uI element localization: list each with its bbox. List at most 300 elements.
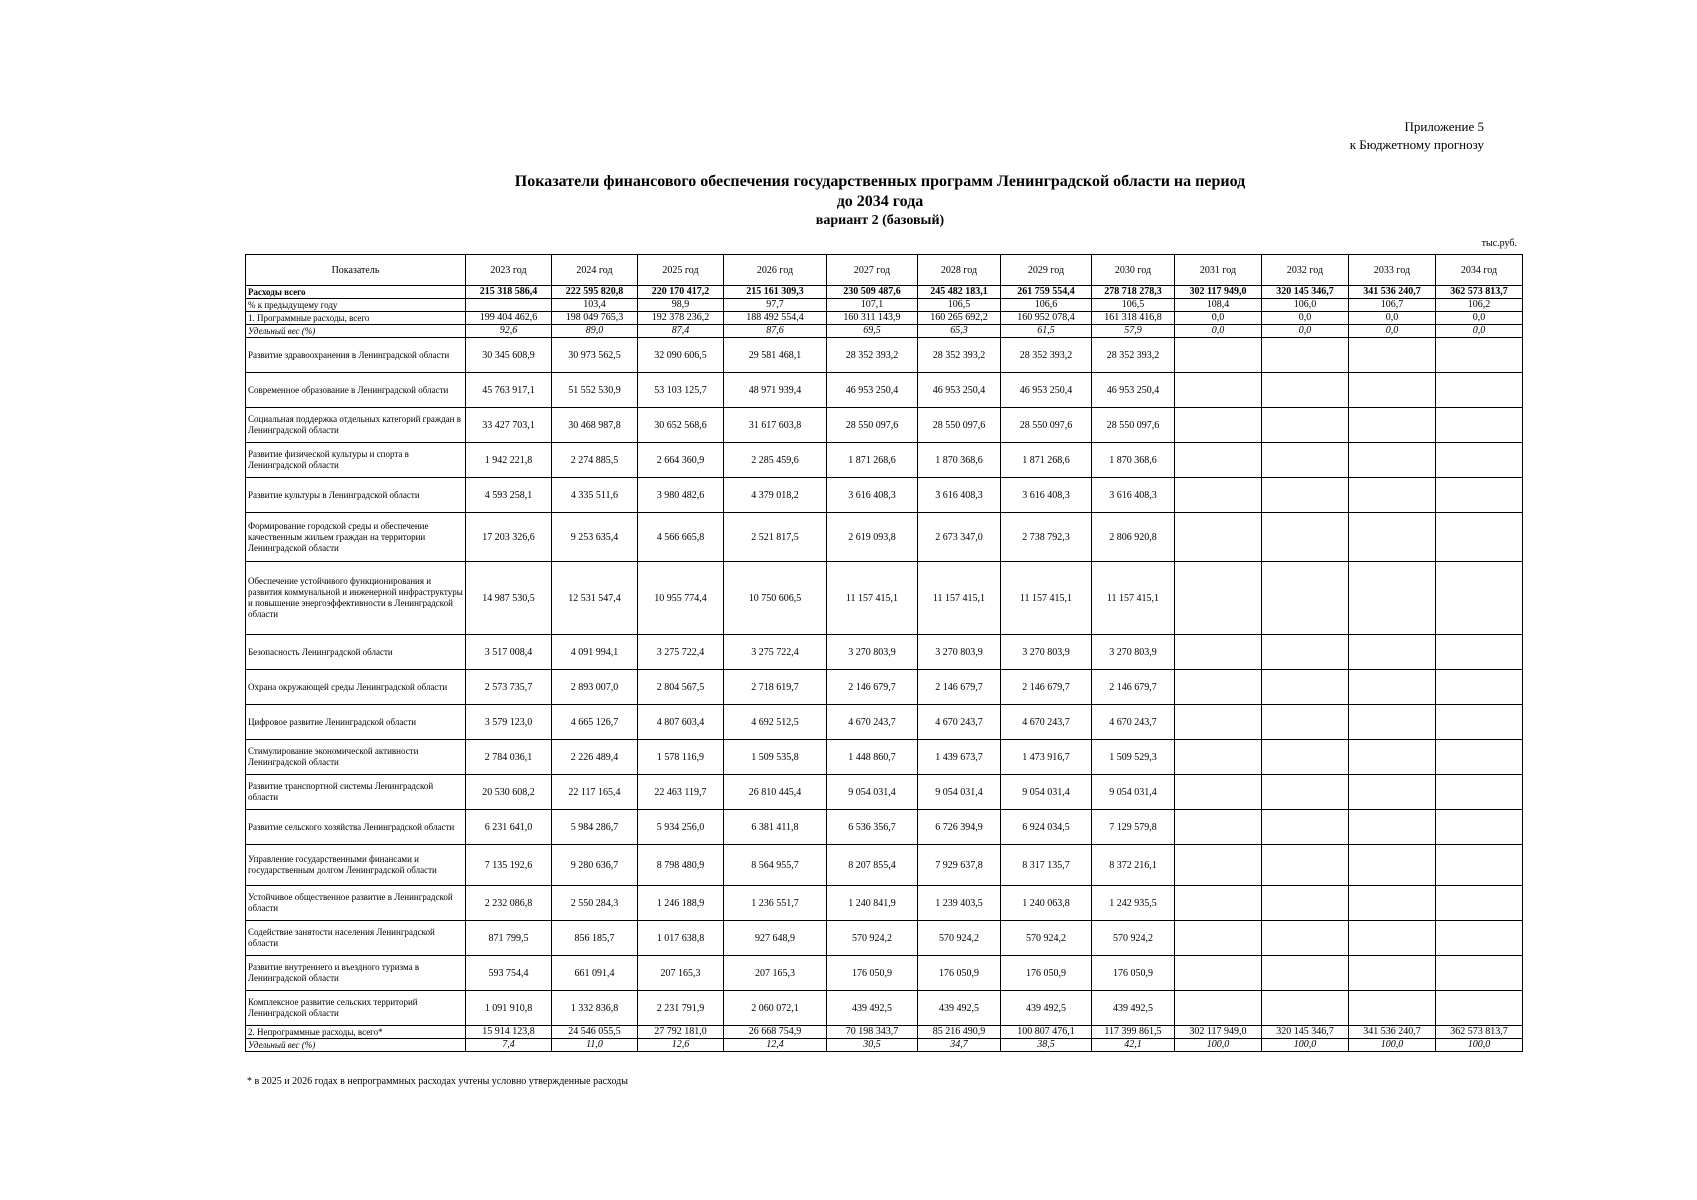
value-cell: 32 090 606,5 bbox=[638, 338, 724, 373]
value-cell: 4 670 243,7 bbox=[918, 705, 1001, 740]
value-cell: 0,0 bbox=[1436, 325, 1523, 338]
value-cell: 15 914 123,8 bbox=[466, 1026, 552, 1039]
value-cell: 9 054 031,4 bbox=[827, 775, 918, 810]
value-cell bbox=[1262, 373, 1349, 408]
column-header-year: 2029 год bbox=[1001, 255, 1092, 286]
table-row bbox=[246, 670, 1523, 705]
value-cell: 46 953 250,4 bbox=[827, 373, 918, 408]
row-label: Управление государственными финансами и государственным долгом Ленинградской области bbox=[246, 845, 466, 886]
value-cell: 3 616 408,3 bbox=[918, 478, 1001, 513]
value-cell: 1 091 910,8 bbox=[466, 991, 552, 1026]
value-cell: 176 050,9 bbox=[1001, 956, 1092, 991]
value-cell: 4 566 665,8 bbox=[638, 513, 724, 562]
table-row bbox=[246, 775, 1523, 810]
table-row bbox=[246, 325, 1523, 338]
value-cell: 2 231 791,9 bbox=[638, 991, 724, 1026]
value-cell: 0,0 bbox=[1262, 325, 1349, 338]
value-cell: 57,9 bbox=[1092, 325, 1175, 338]
row-label: Устойчивое общественное развитие в Ленинградской области bbox=[246, 886, 466, 921]
value-cell: 2 146 679,7 bbox=[1092, 670, 1175, 705]
value-cell: 176 050,9 bbox=[918, 956, 1001, 991]
value-cell: 31 617 603,8 bbox=[724, 408, 827, 443]
value-cell: 220 170 417,2 bbox=[638, 286, 724, 299]
table-row bbox=[246, 338, 1523, 373]
value-cell bbox=[1349, 921, 1436, 956]
value-cell: 302 117 949,0 bbox=[1175, 286, 1262, 299]
value-cell: 65,3 bbox=[918, 325, 1001, 338]
appendix-line-2: к Бюджетному прогнозу bbox=[1349, 137, 1484, 152]
value-cell: 4 692 512,5 bbox=[724, 705, 827, 740]
value-cell: 341 536 240,7 bbox=[1349, 1026, 1436, 1039]
table-row bbox=[246, 312, 1523, 325]
value-cell: 28 550 097,6 bbox=[1001, 408, 1092, 443]
value-cell bbox=[1436, 991, 1523, 1026]
value-cell: 3 275 722,4 bbox=[724, 635, 827, 670]
value-cell bbox=[1349, 956, 1436, 991]
value-cell bbox=[1436, 338, 1523, 373]
value-cell: 28 550 097,6 bbox=[1092, 408, 1175, 443]
value-cell bbox=[1175, 373, 1262, 408]
value-cell: 5 934 256,0 bbox=[638, 810, 724, 845]
value-cell: 570 924,2 bbox=[1001, 921, 1092, 956]
value-cell: 12,4 bbox=[724, 1039, 827, 1052]
row-label: Безопасность Ленинградской области bbox=[246, 635, 466, 670]
table-row bbox=[246, 956, 1523, 991]
value-cell: 362 573 813,7 bbox=[1436, 1026, 1523, 1039]
value-cell: 856 185,7 bbox=[552, 921, 638, 956]
value-cell: 1 239 403,5 bbox=[918, 886, 1001, 921]
value-cell: 2 285 459,6 bbox=[724, 443, 827, 478]
value-cell: 11 157 415,1 bbox=[918, 562, 1001, 635]
value-cell: 439 492,5 bbox=[1092, 991, 1175, 1026]
value-cell: 3 517 008,4 bbox=[466, 635, 552, 670]
value-cell: 92,6 bbox=[466, 325, 552, 338]
row-label: Развитие физической культуры и спорта в Ленинградской области bbox=[246, 443, 466, 478]
row-label: Стимулирование экономической активности Ленинградской области bbox=[246, 740, 466, 775]
row-label: Развитие сельского хозяйства Ленинградской области bbox=[246, 810, 466, 845]
value-cell bbox=[1175, 478, 1262, 513]
value-cell: 1 473 916,7 bbox=[1001, 740, 1092, 775]
title-line-1: Показатели финансового обеспечения государственных программ Ленинградской области на период bbox=[514, 173, 1246, 190]
value-cell bbox=[1436, 740, 1523, 775]
value-cell: 160 952 078,4 bbox=[1001, 312, 1092, 325]
row-label: % к предыдущему году bbox=[246, 299, 466, 312]
value-cell bbox=[1175, 635, 1262, 670]
value-cell: 222 595 820,8 bbox=[552, 286, 638, 299]
value-cell: 160 311 143,9 bbox=[827, 312, 918, 325]
table-row bbox=[246, 991, 1523, 1026]
value-cell bbox=[1175, 956, 1262, 991]
table-row bbox=[246, 1039, 1523, 1052]
value-cell: 30 468 987,8 bbox=[552, 408, 638, 443]
value-cell: 100,0 bbox=[1349, 1039, 1436, 1052]
value-cell: 439 492,5 bbox=[918, 991, 1001, 1026]
value-cell bbox=[1349, 478, 1436, 513]
value-cell bbox=[1262, 991, 1349, 1026]
value-cell: 2 521 817,5 bbox=[724, 513, 827, 562]
value-cell: 30 973 562,5 bbox=[552, 338, 638, 373]
value-cell: 28 550 097,6 bbox=[827, 408, 918, 443]
value-cell: 278 718 278,3 bbox=[1092, 286, 1175, 299]
value-cell: 10 750 606,5 bbox=[724, 562, 827, 635]
value-cell: 4 335 511,6 bbox=[552, 478, 638, 513]
value-cell bbox=[1175, 775, 1262, 810]
row-label: Обеспечение устойчивого функционирования и развития коммунальной и инженерной инфраструктуры и повышение энергоэффективности в Ленинградской области bbox=[246, 562, 466, 635]
value-cell bbox=[1175, 338, 1262, 373]
row-label: Охрана окружающей среды Ленинградской области bbox=[246, 670, 466, 705]
row-label: Развитие внутреннего и въездного туризма в Ленинградской области bbox=[246, 956, 466, 991]
table-row bbox=[246, 810, 1523, 845]
value-cell: 14 987 530,5 bbox=[466, 562, 552, 635]
value-cell: 0,0 bbox=[1349, 325, 1436, 338]
value-cell bbox=[1436, 670, 1523, 705]
table-row bbox=[246, 286, 1523, 299]
value-cell: 439 492,5 bbox=[827, 991, 918, 1026]
value-cell: 45 763 917,1 bbox=[466, 373, 552, 408]
title-line-2: до 2034 года bbox=[836, 193, 924, 210]
table-row bbox=[246, 886, 1523, 921]
value-cell: 89,0 bbox=[552, 325, 638, 338]
value-cell bbox=[1349, 991, 1436, 1026]
value-cell: 2 573 735,7 bbox=[466, 670, 552, 705]
value-cell: 1 871 268,6 bbox=[1001, 443, 1092, 478]
value-cell: 6 536 356,7 bbox=[827, 810, 918, 845]
value-cell bbox=[1349, 810, 1436, 845]
value-cell bbox=[1436, 775, 1523, 810]
row-label: 1. Программные расходы, всего bbox=[246, 312, 466, 325]
value-cell: 100,0 bbox=[1436, 1039, 1523, 1052]
value-cell: 53 103 125,7 bbox=[638, 373, 724, 408]
value-cell: 12 531 547,4 bbox=[552, 562, 638, 635]
value-cell: 106,0 bbox=[1262, 299, 1349, 312]
value-cell bbox=[1349, 443, 1436, 478]
value-cell: 6 381 411,8 bbox=[724, 810, 827, 845]
value-cell: 26 668 754,9 bbox=[724, 1026, 827, 1039]
value-cell bbox=[1349, 740, 1436, 775]
row-label: Цифровое развитие Ленинградской области bbox=[246, 705, 466, 740]
value-cell: 9 253 635,4 bbox=[552, 513, 638, 562]
table-row bbox=[246, 443, 1523, 478]
value-cell: 439 492,5 bbox=[1001, 991, 1092, 1026]
value-cell: 871 799,5 bbox=[466, 921, 552, 956]
value-cell: 28 352 393,2 bbox=[1001, 338, 1092, 373]
value-cell: 17 203 326,6 bbox=[466, 513, 552, 562]
value-cell: 0,0 bbox=[1262, 312, 1349, 325]
value-cell bbox=[1262, 956, 1349, 991]
value-cell: 4 091 994,1 bbox=[552, 635, 638, 670]
value-cell: 2 232 086,8 bbox=[466, 886, 552, 921]
value-cell: 51 552 530,9 bbox=[552, 373, 638, 408]
value-cell bbox=[1262, 845, 1349, 886]
value-cell: 570 924,2 bbox=[918, 921, 1001, 956]
row-label: Формирование городской среды и обеспечение качественным жильем граждан на территории Ленинградской области bbox=[246, 513, 466, 562]
value-cell: 26 810 445,4 bbox=[724, 775, 827, 810]
value-cell: 570 924,2 bbox=[827, 921, 918, 956]
value-cell: 215 318 586,4 bbox=[466, 286, 552, 299]
table-row bbox=[246, 478, 1523, 513]
value-cell: 192 378 236,2 bbox=[638, 312, 724, 325]
value-cell: 2 673 347,0 bbox=[918, 513, 1001, 562]
value-cell bbox=[1262, 740, 1349, 775]
value-cell bbox=[1436, 513, 1523, 562]
value-cell: 1 236 551,7 bbox=[724, 886, 827, 921]
value-cell: 117 399 861,5 bbox=[1092, 1026, 1175, 1039]
value-cell: 593 754,4 bbox=[466, 956, 552, 991]
value-cell: 1 240 063,8 bbox=[1001, 886, 1092, 921]
value-cell bbox=[1436, 845, 1523, 886]
value-cell: 9 054 031,4 bbox=[1092, 775, 1175, 810]
value-cell: 106,5 bbox=[918, 299, 1001, 312]
table-row bbox=[246, 740, 1523, 775]
value-cell: 8 798 480,9 bbox=[638, 845, 724, 886]
value-cell bbox=[1436, 373, 1523, 408]
value-cell: 5 984 286,7 bbox=[552, 810, 638, 845]
value-cell: 207 165,3 bbox=[638, 956, 724, 991]
value-cell: 6 726 394,9 bbox=[918, 810, 1001, 845]
value-cell: 3 275 722,4 bbox=[638, 635, 724, 670]
row-label: Комплексное развитие сельских территорий Ленинградской области bbox=[246, 991, 466, 1026]
value-cell: 106,7 bbox=[1349, 299, 1436, 312]
row-label: Социальная поддержка отдельных категорий граждан в Ленинградской области bbox=[246, 408, 466, 443]
value-cell: 341 536 240,7 bbox=[1349, 286, 1436, 299]
document-title bbox=[245, 172, 1515, 229]
value-cell: 8 564 955,7 bbox=[724, 845, 827, 886]
value-cell bbox=[1436, 443, 1523, 478]
value-cell bbox=[1175, 886, 1262, 921]
value-cell: 8 317 135,7 bbox=[1001, 845, 1092, 886]
table-header-row bbox=[246, 255, 1523, 286]
title-variant: вариант 2 (базовый) bbox=[815, 213, 945, 228]
table-row bbox=[246, 845, 1523, 886]
value-cell bbox=[1175, 443, 1262, 478]
value-cell: 2 274 885,5 bbox=[552, 443, 638, 478]
column-header-year: 2032 год bbox=[1262, 255, 1349, 286]
value-cell: 570 924,2 bbox=[1092, 921, 1175, 956]
value-cell: 2 664 360,9 bbox=[638, 443, 724, 478]
value-cell bbox=[1262, 338, 1349, 373]
column-header-year: 2033 год bbox=[1349, 255, 1436, 286]
table-row bbox=[246, 1026, 1523, 1039]
value-cell: 97,7 bbox=[724, 299, 827, 312]
value-cell: 46 953 250,4 bbox=[1001, 373, 1092, 408]
value-cell: 2 226 489,4 bbox=[552, 740, 638, 775]
value-cell: 1 332 836,8 bbox=[552, 991, 638, 1026]
value-cell bbox=[1175, 408, 1262, 443]
value-cell: 100,0 bbox=[1175, 1039, 1262, 1052]
value-cell: 27 792 181,0 bbox=[638, 1026, 724, 1039]
column-header-year: 2024 год bbox=[552, 255, 638, 286]
value-cell: 2 718 619,7 bbox=[724, 670, 827, 705]
column-header-year: 2028 год bbox=[918, 255, 1001, 286]
value-cell: 4 670 243,7 bbox=[1001, 705, 1092, 740]
value-cell: 207 165,3 bbox=[724, 956, 827, 991]
column-header-year: 2023 год bbox=[466, 255, 552, 286]
value-cell: 12,6 bbox=[638, 1039, 724, 1052]
value-cell: 85 216 490,9 bbox=[918, 1026, 1001, 1039]
finance-table bbox=[245, 254, 1523, 1052]
value-cell: 46 953 250,4 bbox=[918, 373, 1001, 408]
value-cell bbox=[1436, 635, 1523, 670]
column-header-year: 2027 год bbox=[827, 255, 918, 286]
value-cell bbox=[1349, 775, 1436, 810]
value-cell: 30 652 568,6 bbox=[638, 408, 724, 443]
row-label: Современное образование в Ленинградской области bbox=[246, 373, 466, 408]
value-cell: 11 157 415,1 bbox=[827, 562, 918, 635]
value-cell bbox=[1436, 886, 1523, 921]
value-cell: 3 270 803,9 bbox=[1001, 635, 1092, 670]
value-cell bbox=[1262, 921, 1349, 956]
column-header-year: 2030 год bbox=[1092, 255, 1175, 286]
value-cell: 106,5 bbox=[1092, 299, 1175, 312]
value-cell: 1 242 935,5 bbox=[1092, 886, 1175, 921]
value-cell bbox=[1262, 635, 1349, 670]
value-cell: 87,4 bbox=[638, 325, 724, 338]
value-cell: 8 207 855,4 bbox=[827, 845, 918, 886]
value-cell bbox=[1175, 705, 1262, 740]
value-cell: 22 463 119,7 bbox=[638, 775, 724, 810]
value-cell: 22 117 165,4 bbox=[552, 775, 638, 810]
value-cell: 245 482 183,1 bbox=[918, 286, 1001, 299]
value-cell bbox=[1262, 408, 1349, 443]
row-label: Развитие культуры в Ленинградской области bbox=[246, 478, 466, 513]
value-cell: 927 648,9 bbox=[724, 921, 827, 956]
table-row bbox=[246, 513, 1523, 562]
value-cell: 2 146 679,7 bbox=[1001, 670, 1092, 705]
value-cell: 30 345 608,9 bbox=[466, 338, 552, 373]
value-cell: 42,1 bbox=[1092, 1039, 1175, 1052]
value-cell: 1 246 188,9 bbox=[638, 886, 724, 921]
table-row bbox=[246, 921, 1523, 956]
value-cell: 3 980 482,6 bbox=[638, 478, 724, 513]
value-cell: 4 670 243,7 bbox=[827, 705, 918, 740]
value-cell: 4 670 243,7 bbox=[1092, 705, 1175, 740]
value-cell: 34,7 bbox=[918, 1039, 1001, 1052]
value-cell: 38,5 bbox=[1001, 1039, 1092, 1052]
value-cell bbox=[1262, 810, 1349, 845]
row-label: Расходы всего bbox=[246, 286, 466, 299]
value-cell: 1 871 268,6 bbox=[827, 443, 918, 478]
value-cell: 215 161 309,3 bbox=[724, 286, 827, 299]
value-cell: 2 804 567,5 bbox=[638, 670, 724, 705]
value-cell: 161 318 416,8 bbox=[1092, 312, 1175, 325]
value-cell: 10 955 774,4 bbox=[638, 562, 724, 635]
value-cell: 106,6 bbox=[1001, 299, 1092, 312]
value-cell bbox=[1349, 635, 1436, 670]
value-cell bbox=[1349, 513, 1436, 562]
value-cell: 1 509 535,8 bbox=[724, 740, 827, 775]
value-cell: 1 509 529,3 bbox=[1092, 740, 1175, 775]
value-cell: 4 379 018,2 bbox=[724, 478, 827, 513]
column-header-year: 2034 год bbox=[1436, 255, 1523, 286]
value-cell: 70 198 343,7 bbox=[827, 1026, 918, 1039]
value-cell bbox=[1175, 991, 1262, 1026]
value-cell: 3 616 408,3 bbox=[1092, 478, 1175, 513]
value-cell: 0,0 bbox=[1175, 325, 1262, 338]
value-cell bbox=[1436, 956, 1523, 991]
value-cell: 7 135 192,6 bbox=[466, 845, 552, 886]
value-cell: 61,5 bbox=[1001, 325, 1092, 338]
value-cell: 176 050,9 bbox=[1092, 956, 1175, 991]
value-cell: 2 738 792,3 bbox=[1001, 513, 1092, 562]
value-cell: 2 784 036,1 bbox=[466, 740, 552, 775]
value-cell: 107,1 bbox=[827, 299, 918, 312]
value-cell: 2 146 679,7 bbox=[918, 670, 1001, 705]
value-cell: 24 546 055,5 bbox=[552, 1026, 638, 1039]
appendix-note bbox=[1350, 118, 1484, 154]
column-header-year: 2031 год bbox=[1175, 255, 1262, 286]
value-cell: 230 509 487,6 bbox=[827, 286, 918, 299]
value-cell: 362 573 813,7 bbox=[1436, 286, 1523, 299]
value-cell: 2 060 072,1 bbox=[724, 991, 827, 1026]
value-cell: 20 530 608,2 bbox=[466, 775, 552, 810]
row-label: Удельный вес (%) bbox=[246, 325, 466, 338]
value-cell: 1 240 841,9 bbox=[827, 886, 918, 921]
value-cell: 661 091,4 bbox=[552, 956, 638, 991]
value-cell: 1 439 673,7 bbox=[918, 740, 1001, 775]
value-cell: 9 280 636,7 bbox=[552, 845, 638, 886]
value-cell: 29 581 468,1 bbox=[724, 338, 827, 373]
value-cell: 1 448 860,7 bbox=[827, 740, 918, 775]
value-cell: 100 807 476,1 bbox=[1001, 1026, 1092, 1039]
value-cell: 3 270 803,9 bbox=[1092, 635, 1175, 670]
table-row bbox=[246, 635, 1523, 670]
value-cell: 28 352 393,2 bbox=[918, 338, 1001, 373]
value-cell: 11,0 bbox=[552, 1039, 638, 1052]
value-cell bbox=[1262, 705, 1349, 740]
row-label: Развитие транспортной системы Ленинградской области bbox=[246, 775, 466, 810]
value-cell: 11 157 415,1 bbox=[1001, 562, 1092, 635]
value-cell: 3 270 803,9 bbox=[827, 635, 918, 670]
value-cell bbox=[1349, 670, 1436, 705]
table-row bbox=[246, 299, 1523, 312]
column-header-year: 2025 год bbox=[638, 255, 724, 286]
value-cell bbox=[1262, 562, 1349, 635]
row-label: Удельный вес (%) bbox=[246, 1039, 466, 1052]
value-cell: 1 870 368,6 bbox=[1092, 443, 1175, 478]
value-cell bbox=[1349, 562, 1436, 635]
value-cell bbox=[1436, 478, 1523, 513]
value-cell: 302 117 949,0 bbox=[1175, 1026, 1262, 1039]
value-cell: 6 231 641,0 bbox=[466, 810, 552, 845]
value-cell bbox=[1262, 775, 1349, 810]
appendix-line-1: Приложение 5 bbox=[1404, 119, 1484, 134]
value-cell bbox=[1349, 373, 1436, 408]
value-cell: 188 492 554,4 bbox=[724, 312, 827, 325]
value-cell: 2 550 284,3 bbox=[552, 886, 638, 921]
value-cell bbox=[1262, 886, 1349, 921]
value-cell bbox=[1175, 810, 1262, 845]
value-cell: 69,5 bbox=[827, 325, 918, 338]
row-label: 2. Непрограммные расходы, всего* bbox=[246, 1026, 466, 1039]
value-cell: 320 145 346,7 bbox=[1262, 286, 1349, 299]
units-label: тыс.руб. bbox=[1481, 238, 1517, 249]
value-cell bbox=[1175, 740, 1262, 775]
value-cell: 176 050,9 bbox=[827, 956, 918, 991]
value-cell bbox=[1175, 921, 1262, 956]
value-cell: 3 616 408,3 bbox=[1001, 478, 1092, 513]
value-cell bbox=[1349, 705, 1436, 740]
value-cell: 11 157 415,1 bbox=[1092, 562, 1175, 635]
value-cell bbox=[466, 299, 552, 312]
value-cell: 1 942 221,8 bbox=[466, 443, 552, 478]
value-cell bbox=[1262, 478, 1349, 513]
value-cell bbox=[1175, 670, 1262, 705]
table-body bbox=[246, 286, 1523, 1052]
table-row bbox=[246, 408, 1523, 443]
table-row bbox=[246, 705, 1523, 740]
value-cell bbox=[1436, 705, 1523, 740]
value-cell bbox=[1349, 845, 1436, 886]
